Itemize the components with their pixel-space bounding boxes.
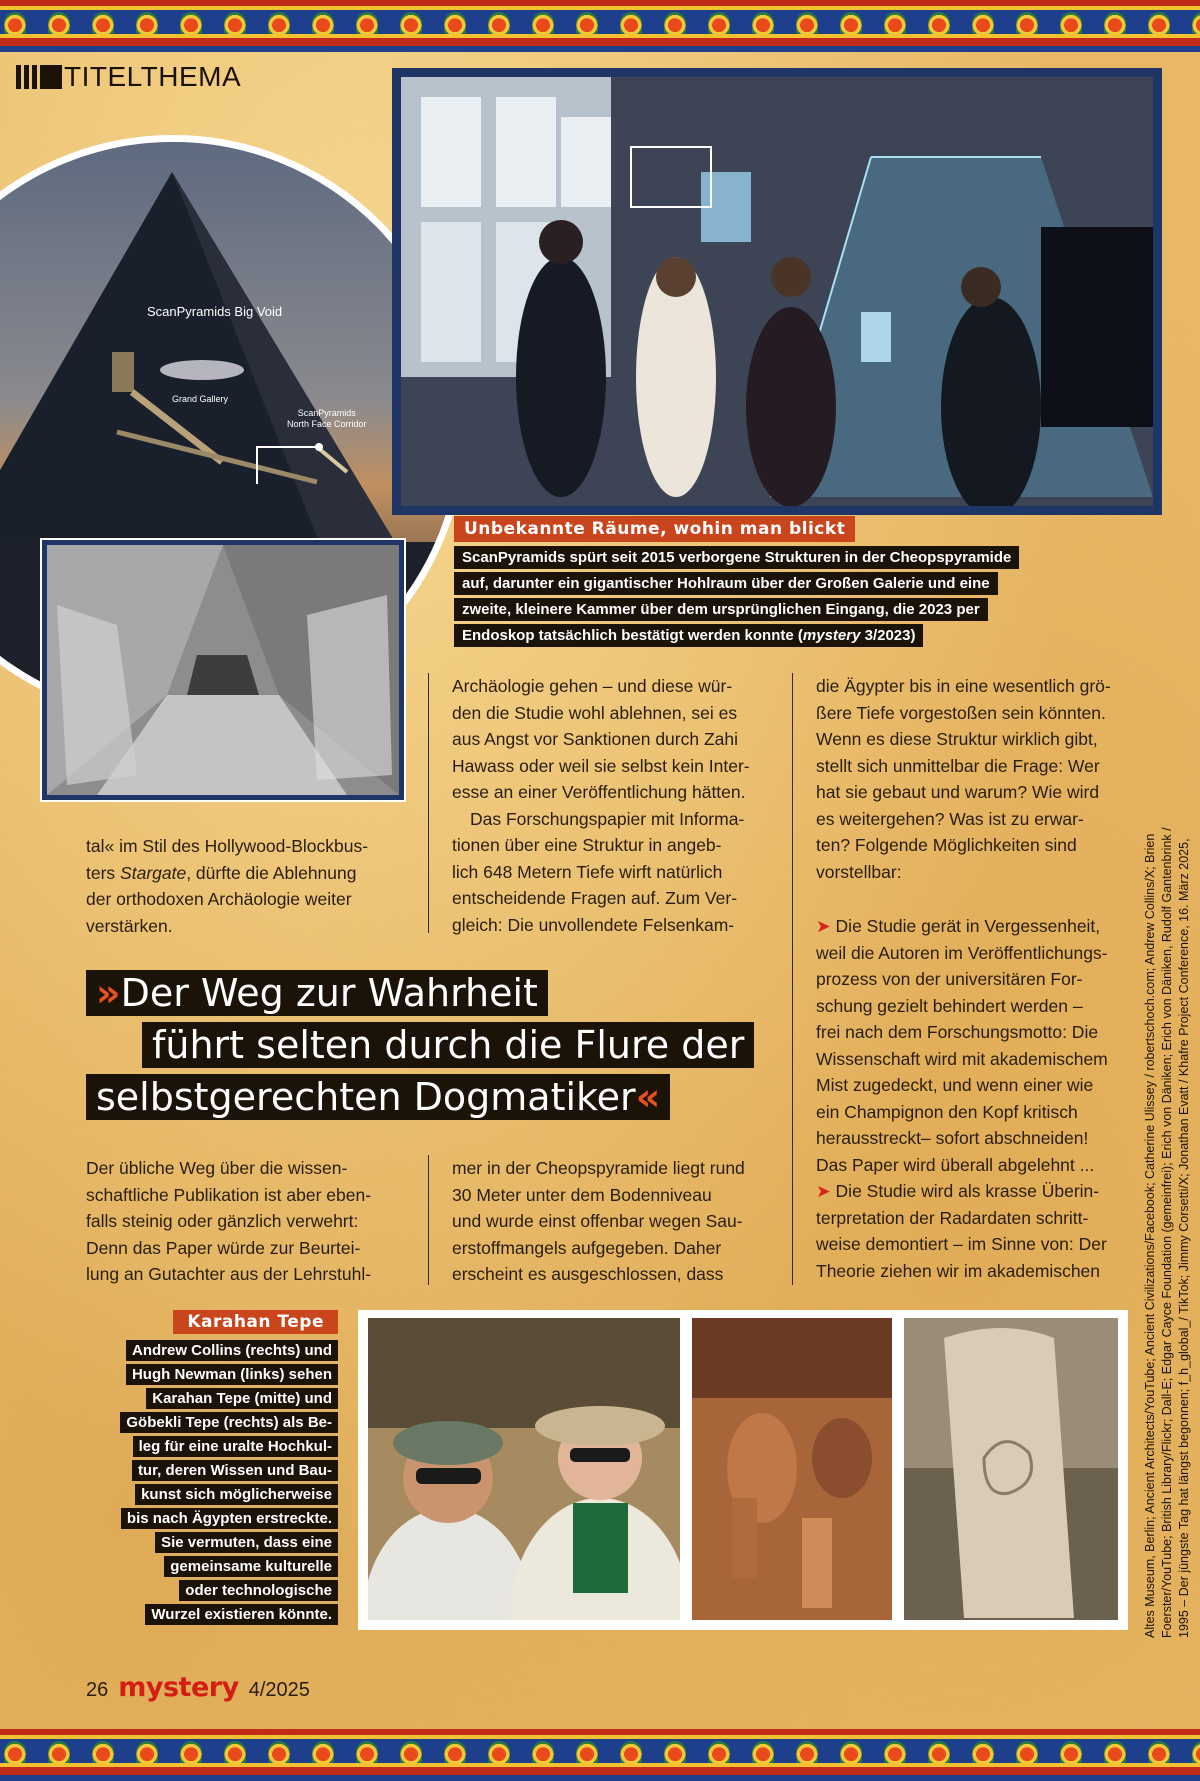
lotus-ornament-icon <box>312 12 334 34</box>
lotus-ornament-icon <box>312 1741 334 1763</box>
lotus-ornament-icon <box>840 1741 862 1763</box>
pull-quote-line: selbstgerechten Dogmatiker« <box>86 1074 670 1120</box>
body-line: verstärken. <box>86 915 173 936</box>
lotus-ornament-icon <box>1192 1741 1200 1763</box>
big-void-label: ScanPyramids Big Void <box>147 304 283 319</box>
caption-line <box>454 624 923 647</box>
caption-line: ScanPyramids spürt seit 2015 verborgene Strukturen in der Cheopspyramide <box>454 546 1019 569</box>
lotus-ornament-icon <box>620 1741 642 1763</box>
caption-line: bis nach Ägypten erstreckte. <box>121 1508 338 1529</box>
credits-line: Foerster/YouTube; British Library/Flickr; Dall-E; Edgar Cayce Foundation (gemeinfrei); Erich von Däniken; Erich von Däniken, Rudolf Gantenbrink / <box>1160 827 1174 1638</box>
body-line: schung gezielt behindert werden – <box>816 995 1083 1016</box>
lotus-ornament-icon <box>576 1741 598 1763</box>
lotus-ornament-icon <box>1016 12 1038 34</box>
open-quote-icon: » <box>96 971 121 1015</box>
lotus-ornament-icon <box>1148 1741 1170 1763</box>
lotus-ornament-icon <box>92 12 114 34</box>
body-line: hat sie gebaut und warum? Wie wird <box>816 782 1100 802</box>
lotus-ornament-icon <box>1104 1741 1126 1763</box>
lotus-ornament-icon <box>752 1741 774 1763</box>
lotus-ornament-icon <box>664 12 686 34</box>
arrow-icon: ➤ <box>816 1181 831 1201</box>
pull-quote <box>86 970 754 1126</box>
lotus-ornament-icon <box>92 1741 114 1763</box>
lotus-ornament-icon <box>356 1741 378 1763</box>
body-line: falls steinig oder gänzlich verwehrt: <box>86 1211 359 1231</box>
photo-strip <box>358 1310 1128 1630</box>
lotus-ornament-icon <box>708 12 730 34</box>
lotus-ornament-icon <box>268 1741 290 1763</box>
page-footer <box>86 1672 310 1703</box>
body-line: Archäologie gehen – und diese wür- <box>452 676 733 696</box>
lotus-ornament-icon <box>48 12 70 34</box>
caption-title: Unbekannte Räume, wohin man blickt <box>454 516 855 542</box>
lotus-ornament-icon <box>884 12 906 34</box>
lotus-ornament-icon <box>1104 12 1126 34</box>
body-line: vorstellbar: <box>816 861 902 882</box>
collins-newman-photo <box>368 1318 680 1620</box>
magazine-logo: mystery <box>118 1672 239 1703</box>
pull-quote-line: »Der Weg zur Wahrheit <box>86 970 548 1016</box>
scanpyramids-vr-photo <box>392 68 1162 515</box>
body-line: entscheidende Fragen auf. Zum Ver- <box>452 888 738 908</box>
corridor-label-line2: North Face Corridor <box>287 419 367 429</box>
body-line: lich 648 Metern Tiefe wirft natürlich <box>452 861 723 882</box>
column-1-bottom <box>86 1155 416 1288</box>
lotus-ornament-icon <box>1060 12 1082 34</box>
column-1-top <box>86 833 416 939</box>
body-line: tal« im Stil des Hollywood-Blockbus- <box>86 836 369 856</box>
bullet-item: ➤ Die Studie gerät in Vergessenheit, <box>816 916 1101 936</box>
lotus-ornament-icon <box>268 12 290 34</box>
photo-credits <box>1142 698 1192 1638</box>
lotus-ornament-icon <box>488 1741 510 1763</box>
body-line: ten? Folgende Möglichkeiten sind <box>816 835 1077 855</box>
lotus-ornament-icon <box>224 1741 246 1763</box>
lotus-ornament-icon <box>1192 12 1200 34</box>
body-line: Der übliche Weg über die wissen- <box>86 1158 348 1178</box>
body-line: mer in der Cheopspyramide liegt rund <box>452 1158 745 1178</box>
column-divider <box>428 673 429 933</box>
caption-body <box>454 546 1019 647</box>
lotus-ornament-icon <box>4 1741 26 1763</box>
caption-line: Sie vermuten, dass eine <box>155 1532 338 1553</box>
caption-magazine-ref: mystery <box>802 627 861 644</box>
bullet-list <box>816 913 1146 1284</box>
body-line: den die Studie wohl ablehnen, sei es <box>452 702 738 723</box>
body-line: der orthodoxen Archäologie weiter <box>86 889 352 909</box>
page-number: 26 <box>86 1679 109 1701</box>
body-line: schaftliche Publikation ist aber eben- <box>86 1184 372 1205</box>
body-line: ters Stargate, dürfte die Ablehnung <box>86 862 357 883</box>
corridor-label <box>287 408 367 430</box>
body-line: Wenn es diese Struktur wirklich gibt, <box>816 729 1098 749</box>
caption-line: auf, darunter ein gigantischer Hohlraum über der Großen Galerie und eine <box>454 572 998 595</box>
lotus-ornament-icon <box>136 12 158 34</box>
caption-line: oder technologische <box>179 1580 338 1601</box>
lotus-ornament-icon <box>444 12 466 34</box>
lotus-ornament-icon <box>664 1741 686 1763</box>
lotus-ornament-icon <box>532 12 554 34</box>
body-line: aus Angst vor Sanktionen durch Zahi <box>452 729 739 749</box>
caption-line: leg für eine uralte Hochkul- <box>133 1436 338 1457</box>
body-line: erscheint es ausgeschlossen, dass <box>452 1264 724 1284</box>
body-line: tionen über eine Struktur in angeb- <box>452 835 722 855</box>
column-2-top <box>452 673 782 938</box>
lotus-ornament-icon <box>400 12 422 34</box>
lotus-ornament-icon <box>180 12 202 34</box>
column-divider <box>428 1155 429 1285</box>
close-quote-icon: « <box>635 1075 661 1119</box>
body-line: Hawass oder weil sie selbst kein Inter- <box>452 755 750 776</box>
lotus-ornament-icon <box>752 12 774 34</box>
body-line: weise demontiert – im Sinne von: Der <box>816 1234 1107 1254</box>
lotus-ornament-icon <box>972 1741 994 1763</box>
lotus-ornament-icon <box>532 1741 554 1763</box>
body-line: die Ägypter bis in eine wesentlich grö- <box>816 676 1111 696</box>
decorative-top-border <box>0 0 1200 52</box>
decorative-bottom-border <box>0 1729 1200 1781</box>
lotus-ornament-icon <box>796 12 818 34</box>
corridor-photo <box>42 540 404 800</box>
body-line: es weitergehen? Was ist zu erwar- <box>816 808 1084 829</box>
body-line: ßere Tiefe vorgestoßen sein könnten. <box>816 702 1106 723</box>
arrow-icon: ➤ <box>816 916 831 936</box>
lotus-ornament-icon <box>928 12 950 34</box>
body-line: Denn das Paper würde zur Beurtei- <box>86 1237 361 1258</box>
credits-line: Altes Museum, Berlin; Ancient Architects/YouTube; Ancient Civilizations/Facebook; Catherine Ulissey / robertschoch.com; Andrew Collins/X; Brien <box>1143 833 1157 1638</box>
body-line: terpretation der Radardaten schritt- <box>816 1207 1089 1228</box>
caption-line: tur, deren Wissen und Bau- <box>132 1460 338 1481</box>
lotus-ornament-icon <box>972 12 994 34</box>
lotus-ornament-icon <box>136 1741 158 1763</box>
caption-line: Karahan Tepe (mitte) und <box>146 1388 338 1409</box>
corridor-label-line1: ScanPyramids <box>297 408 356 418</box>
body-line: Wissenschaft wird mit akademischem <box>816 1048 1108 1069</box>
lotus-ornament-icon <box>840 12 862 34</box>
section-label: TITELTHEMA <box>64 61 242 92</box>
body-line: stellt sich unmittelbar die Frage: Wer <box>816 755 1100 776</box>
lotus-ornament-icon <box>796 1741 818 1763</box>
body-line: 30 Meter unter dem Bodenniveau <box>452 1184 712 1205</box>
body-line: lung an Gutachter aus der Lehrstuhl- <box>86 1264 372 1284</box>
section-tag <box>16 62 241 92</box>
lotus-ornament-icon <box>488 12 510 34</box>
lotus-ornament-icon <box>620 12 642 34</box>
stargate-title: Stargate <box>120 862 187 883</box>
lotus-ornament-icon <box>576 12 598 34</box>
photo-caption <box>454 516 1019 650</box>
lotus-ornament-icon <box>1060 1741 1082 1763</box>
lotus-ornament-icon <box>4 12 26 34</box>
lotus-ornament-icon <box>224 12 246 34</box>
caption-line: Göbekli Tepe (rechts) als Be- <box>120 1412 338 1433</box>
karahan-tepe-body <box>82 1340 338 1625</box>
credits-line: 1995 – Der jüngste Tag hat längst begonnen; f_h_global_/ TikTok; Jimmy Corsetti/X; Jonathan Evatt / Khafre Project Conference, 16. März 2025, <box>1177 838 1191 1638</box>
body-line: Mist zugedeckt, und wenn einer wie <box>816 1075 1094 1095</box>
body-line: weil die Autoren im Veröffentlichungs- <box>816 942 1108 963</box>
column-2-bottom <box>452 1155 782 1288</box>
body-line: Das Forschungspapier mit Informa- <box>470 808 745 829</box>
body-line: esse an einer Veröffentlichung hätten. <box>452 782 746 802</box>
gobekli-tepe-pillar-photo <box>904 1318 1118 1620</box>
column-divider <box>792 673 793 1285</box>
lotus-ornament-icon <box>356 12 378 34</box>
lotus-ornament-icon <box>180 1741 202 1763</box>
issue-number: 4/2025 <box>248 1679 310 1701</box>
body-line: erstoffmangels aufgegeben. Daher <box>452 1237 722 1258</box>
caption-line: kunst sich möglicherweise <box>135 1484 338 1505</box>
caption-line-text: Endoskop tatsächlich bestätigt werden konnte ( <box>462 627 803 644</box>
body-line: prozess von der universitären For- <box>816 969 1083 989</box>
body-line: Das Paper wird überall abgelehnt ... <box>816 1154 1095 1175</box>
karahan-tepe-photo <box>692 1318 892 1620</box>
lotus-ornament-icon <box>1148 12 1170 34</box>
caption-line: Andrew Collins (rechts) und <box>126 1340 338 1361</box>
lotus-ornament-icon <box>400 1741 422 1763</box>
lotus-ornament-icon <box>884 1741 906 1763</box>
body-line: frei nach dem Forschungsmotto: Die <box>816 1022 1099 1042</box>
body-line: herausstreckt– sofort abschneiden! <box>816 1128 1089 1148</box>
body-line: und wurde einst offenbar wegen Sau- <box>452 1211 743 1231</box>
karahan-tepe-title: Karahan Tepe <box>173 1310 338 1334</box>
lotus-ornament-icon <box>444 1741 466 1763</box>
karahan-tepe-caption <box>82 1310 338 1628</box>
grand-gallery-label: Grand Gallery <box>172 394 229 404</box>
caption-line: zweite, kleinere Kammer über dem ursprünglichen Eingang, die 2023 per <box>454 598 988 621</box>
caption-line: Hugh Newman (links) sehen <box>126 1364 338 1385</box>
caption-line: Wurzel existieren könnte. <box>145 1604 338 1625</box>
section-bars-icon <box>16 65 62 89</box>
bullet-item: ➤ Die Studie wird als krasse Überin- <box>816 1181 1100 1201</box>
lotus-ornament-icon <box>708 1741 730 1763</box>
pull-quote-line: führt selten durch die Flure der <box>142 1022 754 1068</box>
caption-line: gemeinsame kulturelle <box>164 1556 338 1577</box>
column-3 <box>816 673 1146 885</box>
caption-line-text: 3/2023) <box>860 627 916 644</box>
body-line: gleich: Die unvollendete Felsenkam- <box>452 914 735 935</box>
lotus-ornament-icon <box>1016 1741 1038 1763</box>
body-line: Theorie ziehen wir im akademischen <box>816 1260 1101 1281</box>
lotus-ornament-icon <box>48 1741 70 1763</box>
body-line: ein Champignon den Kopf kritisch <box>816 1101 1078 1122</box>
lotus-ornament-icon <box>928 1741 950 1763</box>
